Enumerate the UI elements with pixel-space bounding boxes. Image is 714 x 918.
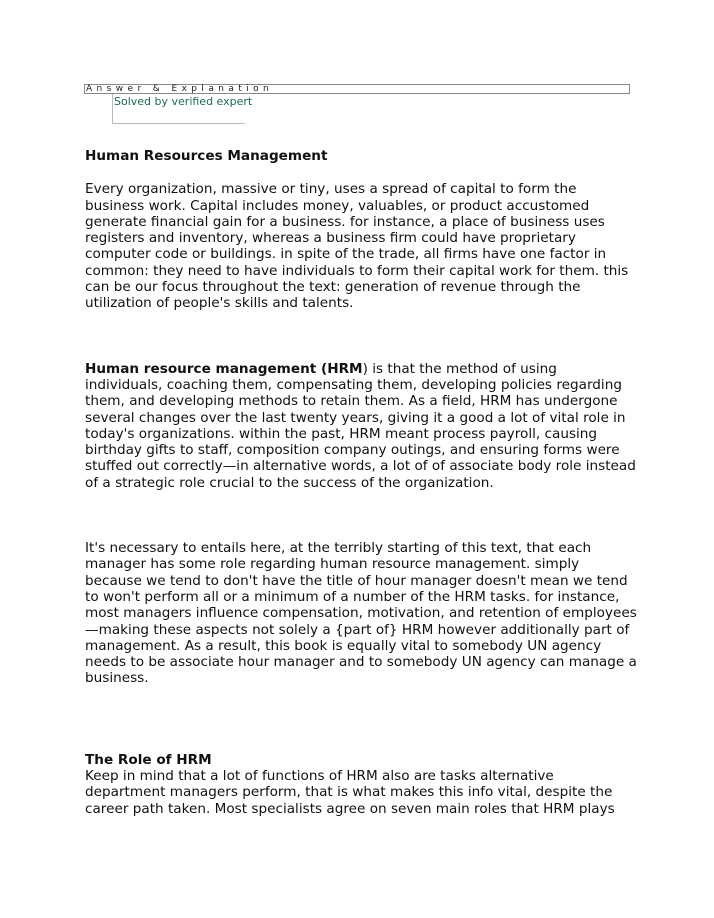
paragraph-hrm-definition bbox=[85, 361, 637, 491]
paragraph-role-of-hrm: Keep in mind that a lot of functions of HRM also are tasks alternative department managers perform, that is what makes this info vital, despite the career path taken. Most specialists agree on seven main roles that HRM plays bbox=[85, 768, 615, 817]
answer-explanation-bar[interactable] bbox=[84, 84, 630, 94]
hrm-definition-text: ) is that the method of using individuals, coaching them, compensating them, developing policies regarding them, and developing methods to retain them. As a field, HRM has undergone several changes over the last twenty years, giving it a good a lot of vital role in today's organizations. within the past, HRM meant process payroll, causing birthday gifts to staff, composition company outings, and ensuring forms were stuffed out correctly—in alternative words, a lot of of associate body role instead of a strategic role crucial to the success of the organization. bbox=[85, 360, 636, 491]
solved-label: Solved by verified expert bbox=[114, 95, 253, 108]
section-heading-role-of-hrm: The Role of HRM bbox=[85, 751, 212, 768]
paragraph-manager-role: It's necessary to entails here, at the terribly starting of this text, that each manager has some role regarding human resource management. simply because we tend to don't have the title of hour manager doesn't mean we tend to won't perform all or a minimum of a number of the HRM tasks. for instance, most managers influence compensation, motivation, and retention of employees—making these aspects not solely a {part of} HRM however additionally part of management. As a result, this book is equally vital to somebody UN agency needs to be associate hour manager and to somebody UN agency can manage a business. bbox=[85, 540, 637, 687]
section-heading-hrm: Human Resources Management bbox=[85, 148, 328, 164]
answer-explanation-label: Answer & Explanation bbox=[86, 84, 274, 94]
answer-content bbox=[85, 148, 637, 817]
paragraph-capital: Every organization, massive or tiny, uses a spread of capital to form the business work. Capital includes money, valuables, or product accustomed generate financial gain for a business. for instance, a place of business uses registers and inventory, whereas a business firm could have proprietary computer code or buildings. in spite of the trade, all firms have one factor in common: they need to have individuals to form their capital work for them. this can be our focus throughout the text: generation of revenue through the utilization of people's skills and talents. bbox=[85, 181, 629, 312]
solved-badge bbox=[112, 94, 253, 124]
hrm-bold-term: Human resource management (HRM bbox=[85, 360, 363, 377]
